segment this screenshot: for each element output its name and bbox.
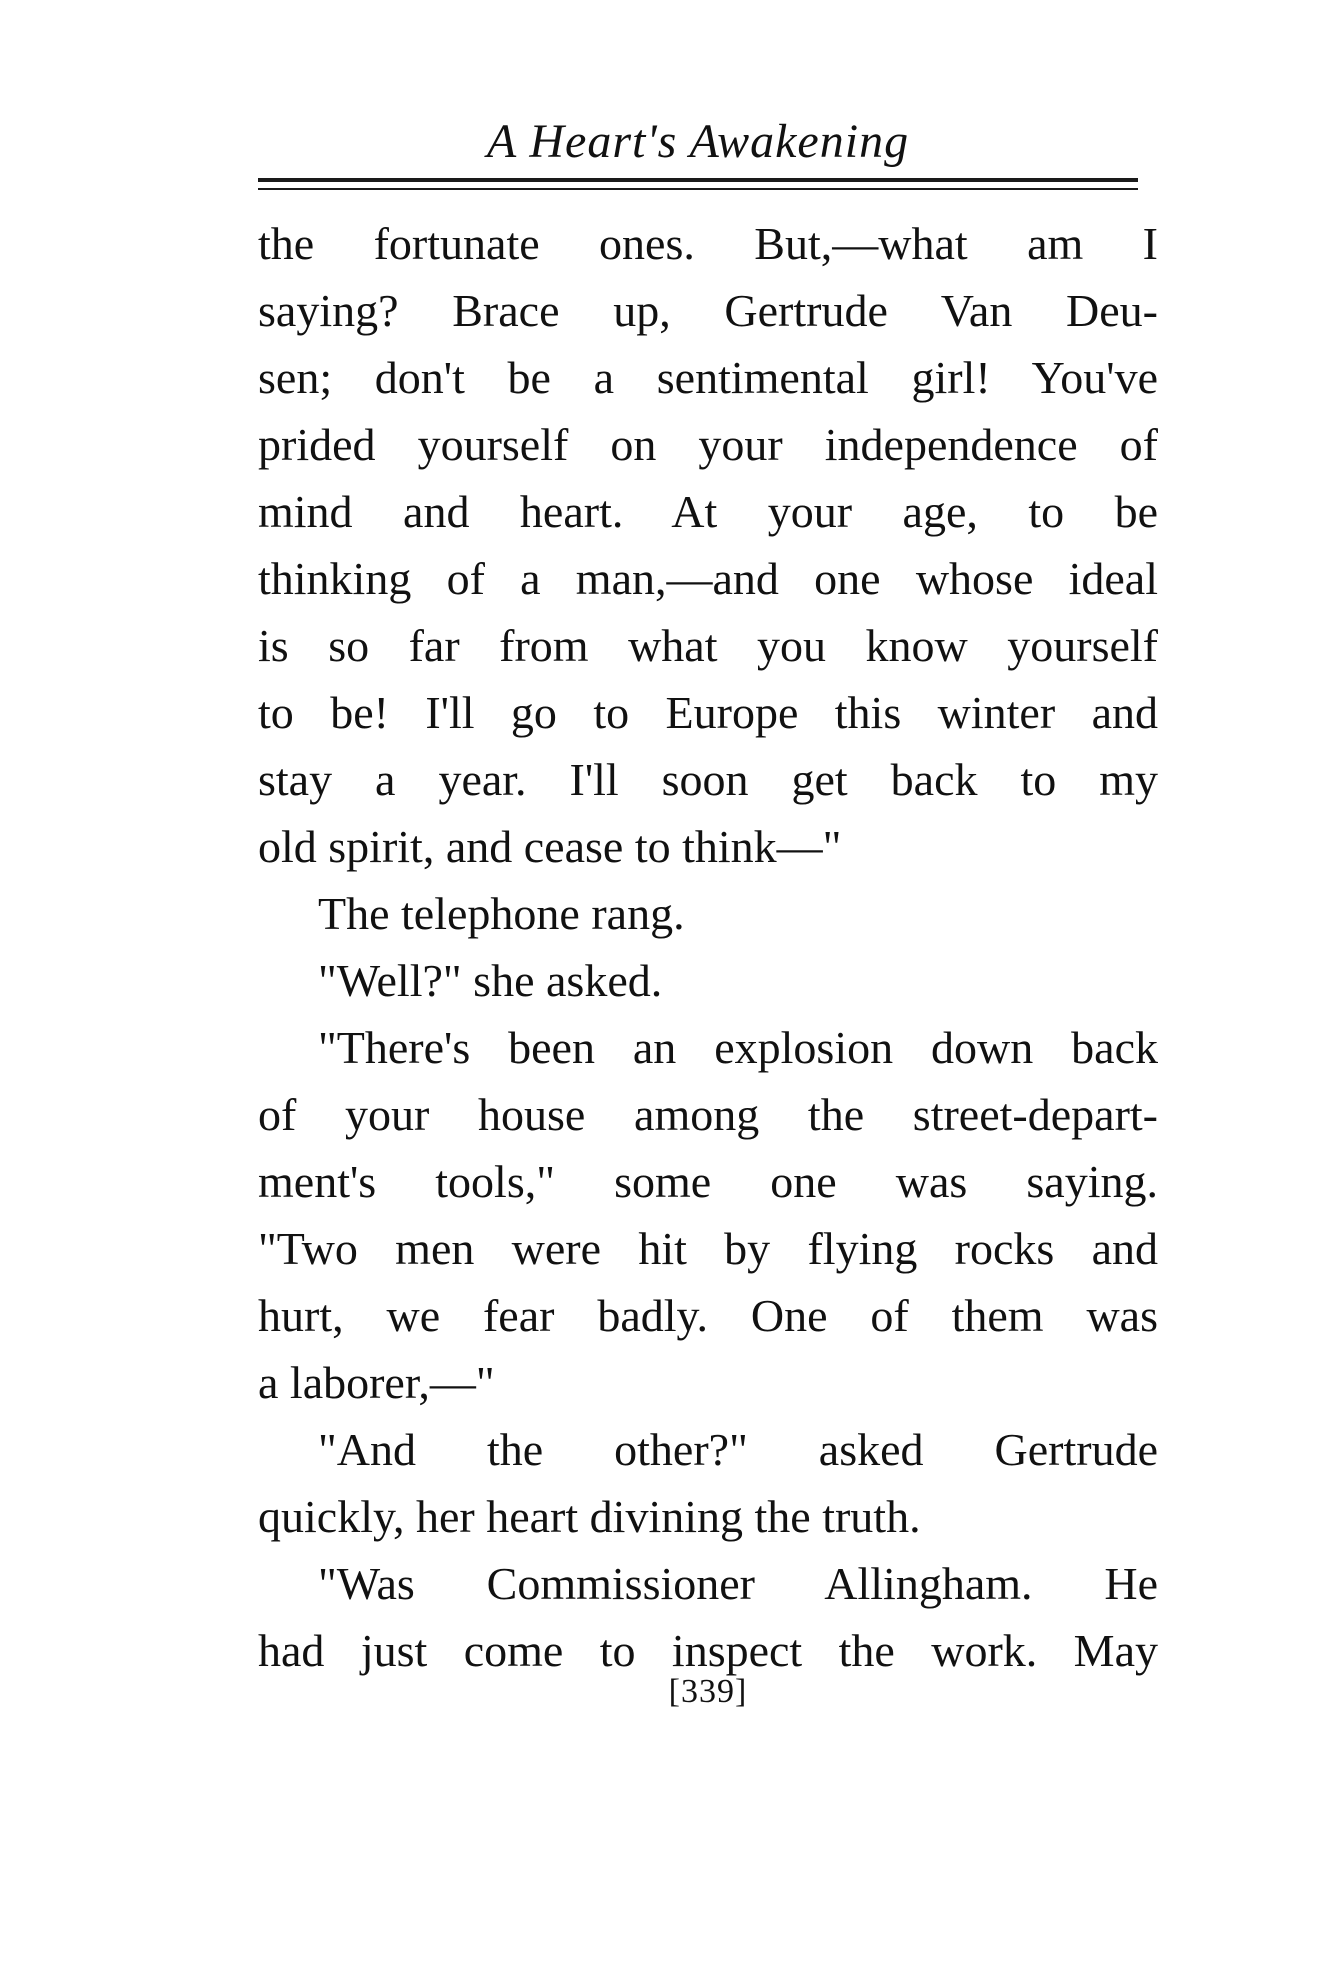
text-line: ment's tools," some one was saying.: [258, 1156, 1158, 1207]
text-line: quickly, her heart divining the truth.: [258, 1491, 921, 1542]
running-head: A Heart's Awakening: [486, 115, 910, 168]
text-line: had just come to inspect the work. May: [258, 1625, 1158, 1676]
text-line: The telephone rang.: [318, 888, 685, 939]
text-line: prided yourself on your independence of: [258, 419, 1158, 470]
text-line: "Well?" she asked.: [318, 955, 663, 1006]
text-line: to be! I'll go to Europe this winter and: [258, 687, 1158, 738]
text-line: a laborer,—": [258, 1357, 495, 1408]
body-text: [258, 210, 1158, 1684]
text-line: "Was Commissioner Allingham. He: [318, 1558, 1158, 1609]
text-line: old spirit, and cease to think—": [258, 821, 842, 872]
header-rule-thick: [258, 178, 1138, 182]
text-line: stay a year. I'll soon get back to my: [258, 754, 1158, 805]
text-line: "Two men were hit by flying rocks and: [258, 1223, 1158, 1274]
page-number: [339]: [668, 1673, 748, 1710]
text-line: "And the other?" asked Gertrude: [318, 1424, 1158, 1475]
text-line: is so far from what you know yourself: [258, 620, 1158, 671]
text-line: "There's been an explosion down back: [318, 1022, 1158, 1073]
text-line: hurt, we fear badly. One of them was: [258, 1290, 1158, 1341]
text-line: the fortunate ones. But,—what am I: [258, 218, 1158, 269]
text-line: saying? Brace up, Gertrude Van Deu-: [258, 285, 1158, 336]
header-rule-thin: [258, 188, 1138, 190]
text-line: thinking of a man,—and one whose ideal: [258, 553, 1158, 604]
text-line: of your house among the street-depart-: [258, 1089, 1158, 1140]
text-line: mind and heart. At your age, to be: [258, 486, 1158, 537]
text-line: sen; don't be a sentimental girl! You've: [258, 352, 1158, 403]
